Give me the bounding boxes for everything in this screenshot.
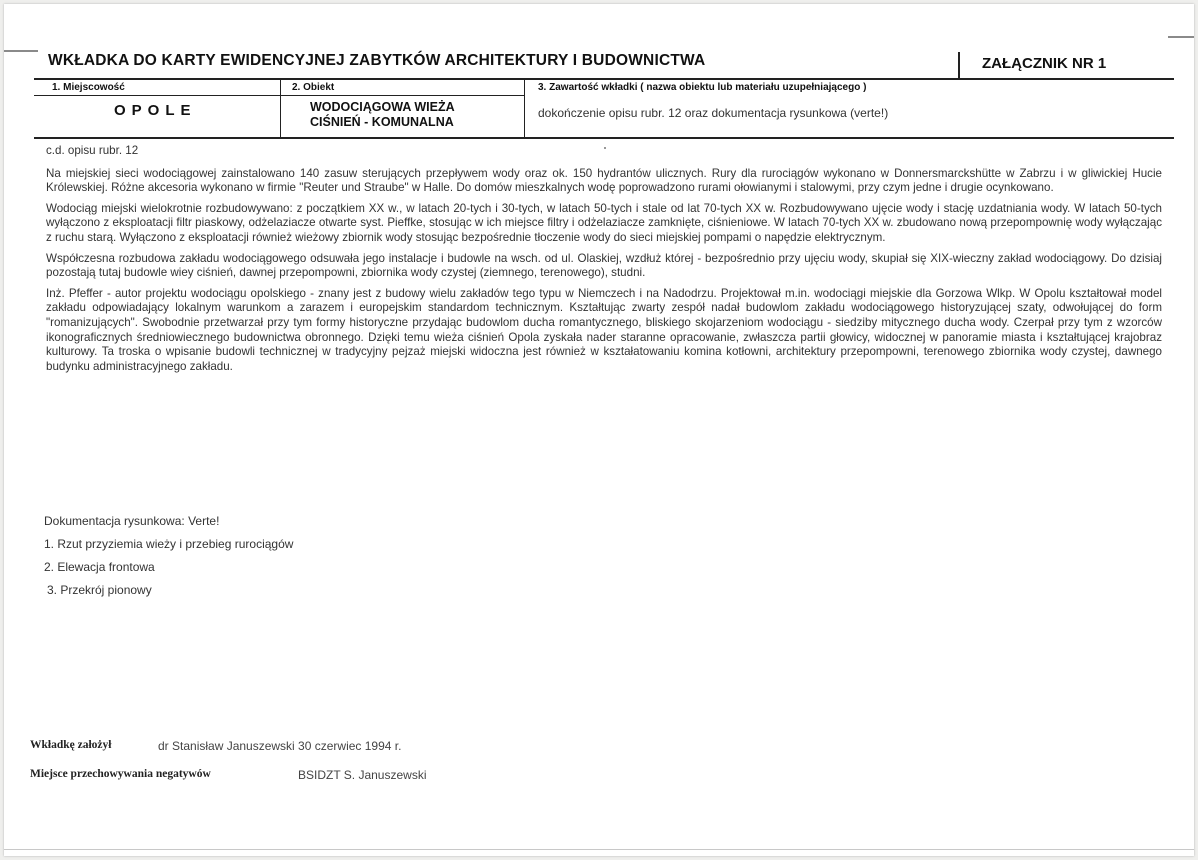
annex-label: ZAŁĄCZNIK NR 1 — [982, 55, 1107, 72]
cell-divider — [280, 78, 281, 138]
document-sheet — [4, 4, 1194, 856]
storage-value: BSIDZT S. Januszewski — [298, 768, 427, 782]
cell-label-rule — [280, 95, 524, 96]
header-divider — [34, 78, 1174, 80]
page-bottom-edge — [4, 849, 1194, 850]
continuation-label: c.d. opisu rubr. 12 — [46, 144, 139, 157]
description-paragraph: Na miejskiej sieci wodociągowej zainstalowano 140 zasuw sterujących przepływem wody oraz ok. 150 hydrantów ulicznych. Rury dla rurociągów wykonano w Donnersmarckshütte w Zabrzu i w gliwickiej Hucie Królewskiej. Różne akcesoria wykonano w firmie "Reuter und Straube" w Halle. Do domów mieszkalnych wodę poprowadzono rurami ołowianymi i stalowymi, przy czym jedne i drugie ocynkowano. — [46, 166, 1162, 195]
storage-label: Miejsce przechowywania negatywów — [30, 768, 211, 780]
place-value: OPOLE — [114, 102, 197, 119]
page-edge-mark — [4, 50, 38, 52]
drawing-item: 3. Przekrój pionowy — [47, 583, 152, 597]
object-value — [310, 100, 455, 130]
description-paragraph: Współczesna rozbudowa zakładu wodociągowego odsuwała jego instalacje i budowle na wsch. od ul. Olaskiej, wzdłuż której - bezpośrednio przy ujęciu wody, skupiał się XIX-wieczny zakład wodociągowy. Do dzisiaj pozostają tutaj budowle wiey ciśnień, dawnej przepompowni, zbiornika wody czystej (ziemnego, terenowego), studni. — [46, 251, 1162, 280]
cell-divider — [524, 78, 525, 138]
cell-label-rule — [34, 95, 280, 96]
object-value-line: WODOCIĄGOWA WIEŻA — [310, 100, 455, 114]
drawings-heading: Dokumentacja rysunkowa: Verte! — [44, 514, 220, 528]
description-body — [46, 144, 1162, 380]
object-value-line: CIŚNIEŃ - KOMUNALNA — [310, 115, 454, 129]
author-value: dr Stanisław Januszewski 30 czerwiec 1994 r. — [158, 739, 402, 753]
page-edge-mark — [1168, 36, 1194, 38]
description-paragraph: Inż. Pfeffer - autor projektu wodociągu opolskiego - znany jest z budowy wielu zakładów tego typu w Niemczech i na Nadodrzu. Projektował m.in. wodociągi miejskie dla Gorzowa Wlkp. W Opolu kształtował model zakładu odpowiadający lokalnym warunkom a zarazem i europejskim standardom technicznym. Kształtując zwarty zespół nadał budowlom zakładu wodociągowego historyzującej szaty, odwołującej do form "romanizujących". Swobodnie przetwarzał przy tym formy historyczne przydając budowlom ducha romantycznego, bliskiego skojarzeniom wodociągu - siedziby mitycznego ducha wody. Czerpał przy tym z wzorców ikonograficznych średniowiecznego budownictwa obronnego. Dzięki temu wieża ciśnień Opola zyskała nader staranne opracowanie, zwłaszcza partii głowicy, widocznej w panoramie miasta i kształtującej krajobraz kulturowy. Ta troska o wpisanie budowli technicznej w tradycyjny pejzaż miejski widoczna jest również w kształatowaniu komina kotłowni, architektury przepompowni, terenowego zbiornika wody czystej, dawnego budynku administracyjnego zakładu. — [46, 286, 1162, 373]
object-label: 2. Obiekt — [292, 82, 335, 93]
form-title: WKŁADKA DO KARTY EWIDENCYJNEJ ZABYTKÓW ARCHITEKTURY I BUDOWNICTWA — [48, 52, 706, 69]
content-label: 3. Zawartość wkładki ( nazwa obiektu lub materiału uzupełniającego ) — [538, 82, 867, 93]
place-label: 1. Miejscowość — [52, 82, 125, 93]
drawing-item: 2. Elewacja frontowa — [44, 560, 155, 574]
drawings-list — [44, 514, 293, 606]
header-bottom-rule — [34, 137, 1174, 139]
content-value: dokończenie opisu rubr. 12 oraz dokumentacja rysunkowa (verte!) — [538, 106, 889, 120]
author-label: Wkładkę założył — [30, 739, 112, 751]
drawing-item: 1. Rzut przyziemia wieży i przebieg rurociągów — [44, 537, 294, 551]
description-paragraph: Wodociąg miejski wielokrotnie rozbudowywano: z początkiem XX w., w latach 20-tych i 30-tych, w latach 50-tych i stale od lat 70-tych XX w. Rozbudowywano ujęcie wody i stację uzdatniania wody. W latach 50-tych wyłączono z eksploatacji filtr piaskowy, odżelaziacze otwarte syst. Pieffke, stosując w ich miejsce filtry i odżelaziacze zamknięte, ciśnieniowe. W latach 70-tych XX w. zbudowano nową przepompownię wody wyłączając z ruchu starą. Wyłączono z eksploatacji również wieżowy zbiornik wody stosując bezpośrednie tłoczenie wody do sieci miejskiej pompami o napędzie elektrycznym. — [46, 201, 1162, 244]
form-header — [34, 44, 1174, 140]
annex-divider — [958, 52, 960, 78]
